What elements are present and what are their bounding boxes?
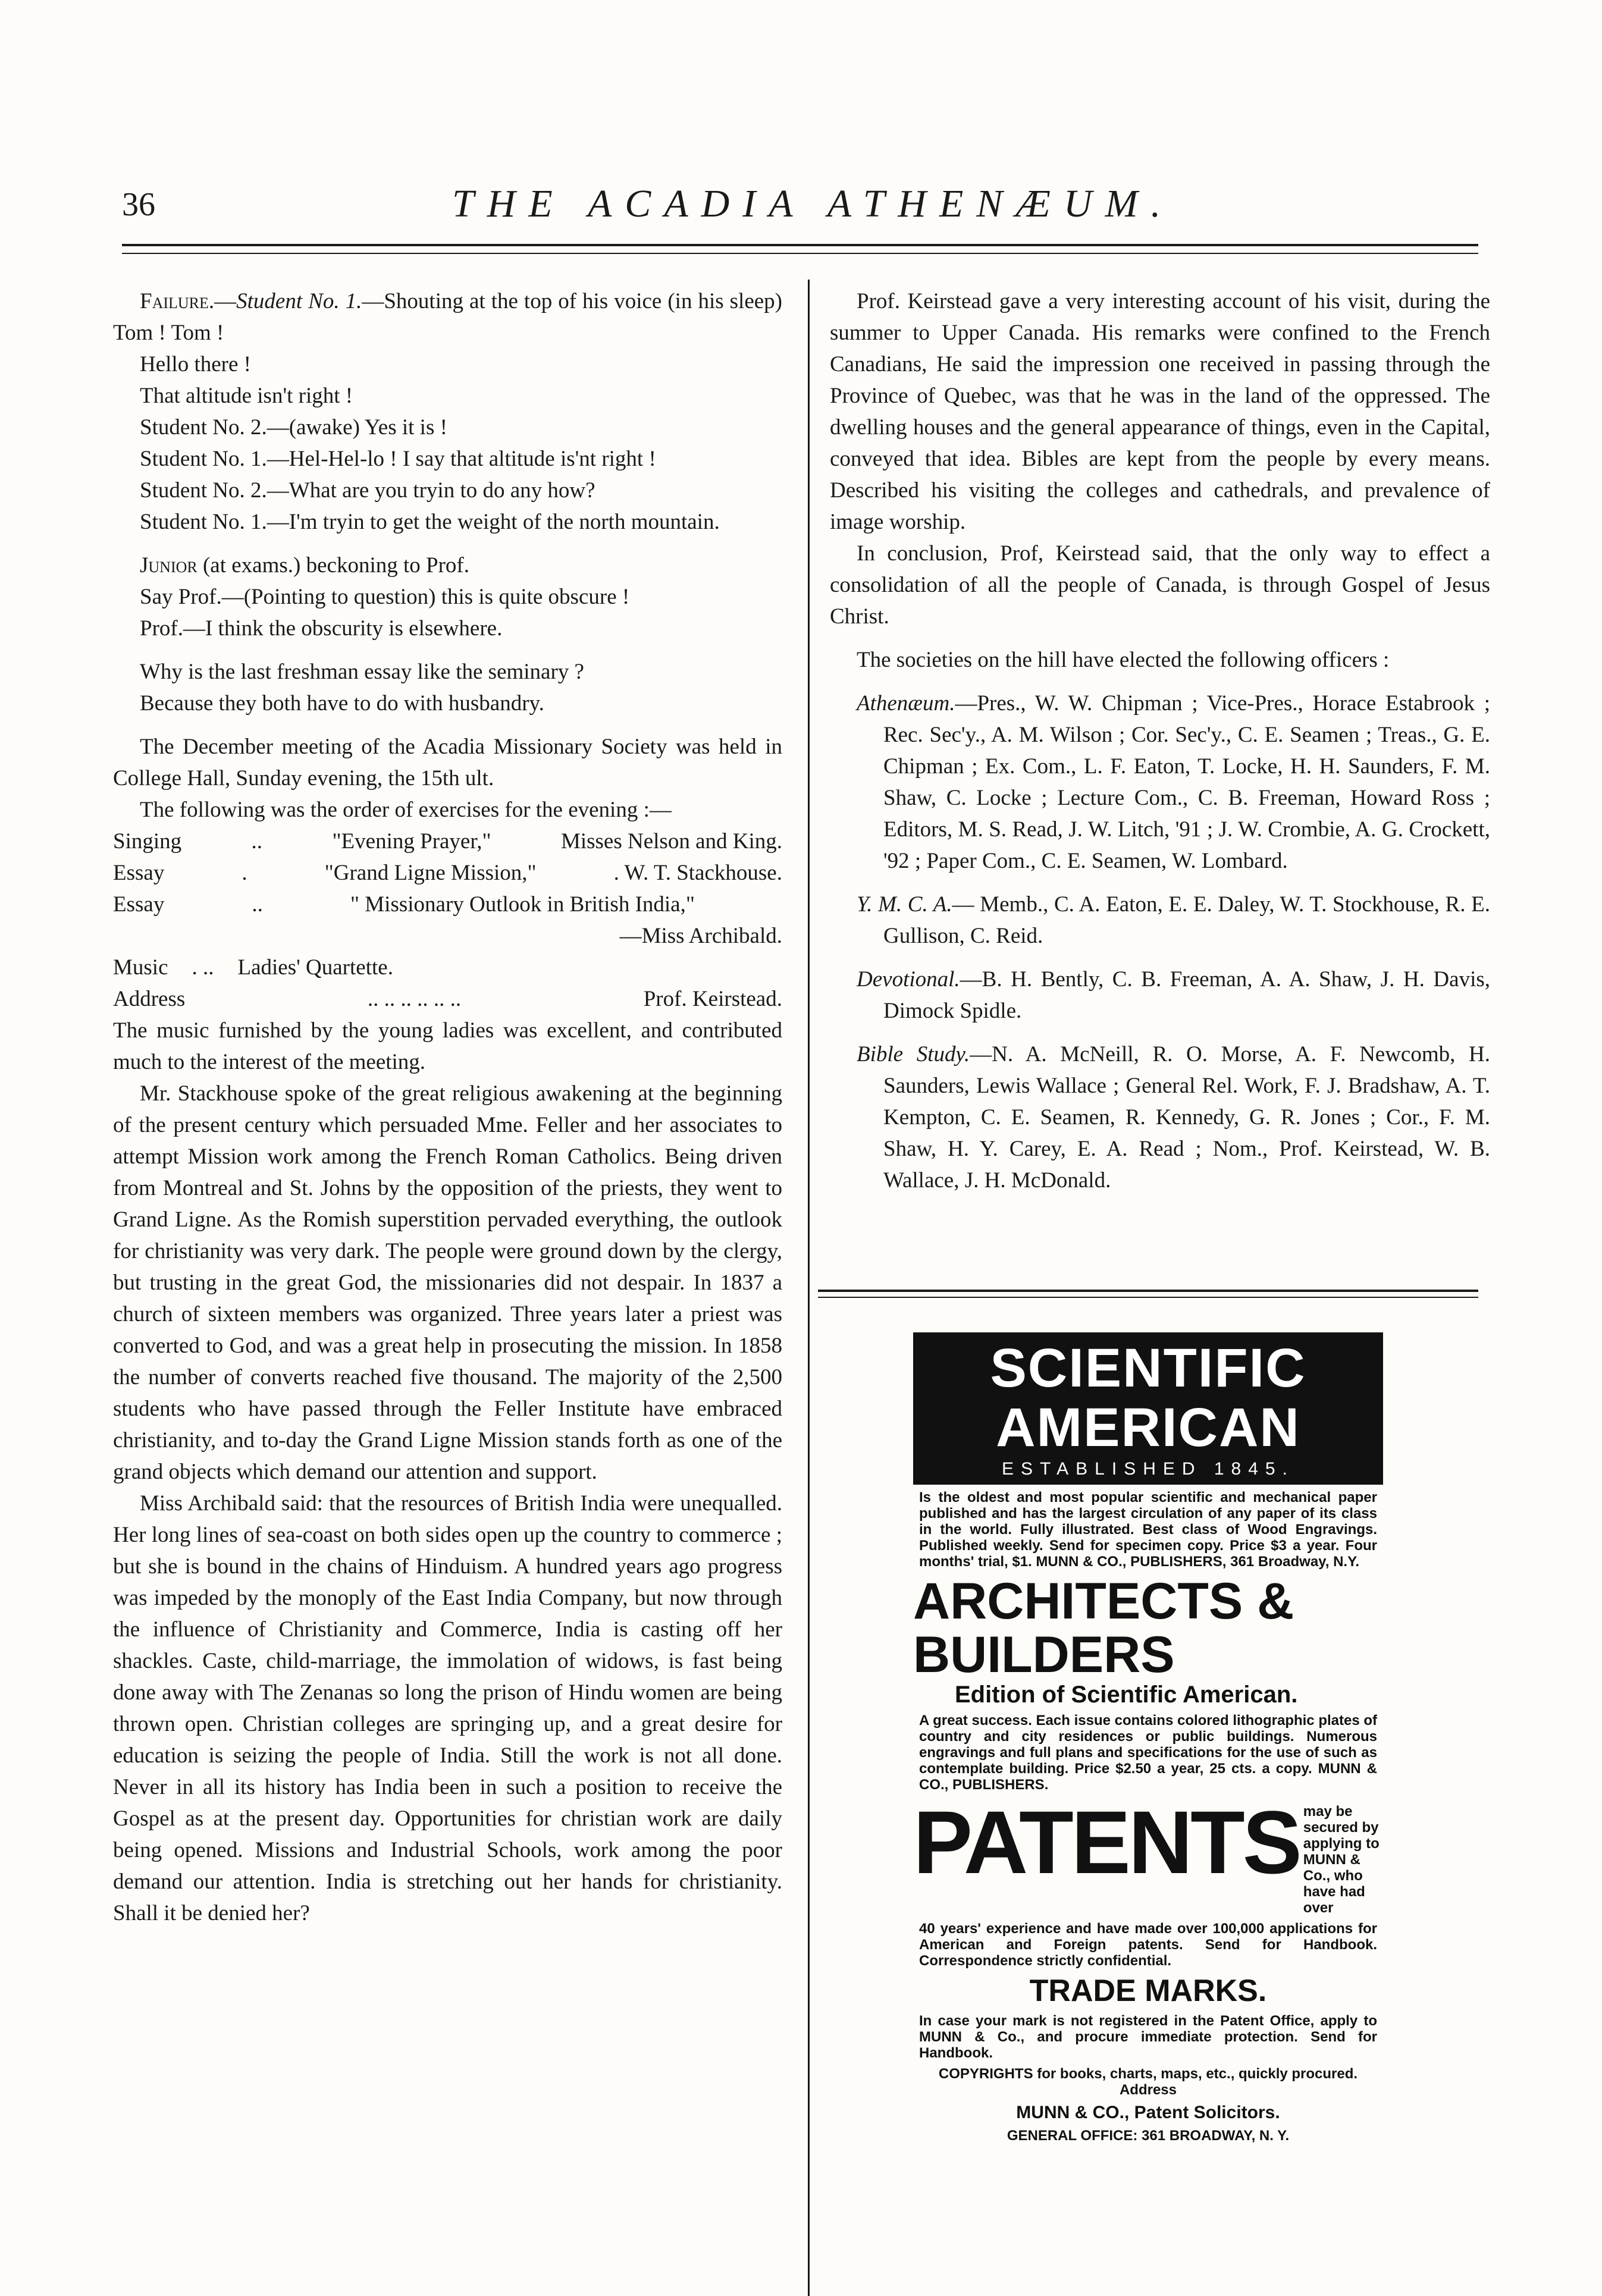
program-sep: .. [252, 892, 263, 917]
society-officers: —B. H. Bently, C. B. Freeman, A. A. Shaw, J. H. Davis, Dimock Spidle. [883, 967, 1490, 1023]
ad-rule-bottom [818, 1297, 1478, 1298]
society-ymca [857, 889, 1490, 952]
right-column [830, 286, 1490, 1196]
societies-intro: The societies on the hill have elected the following officers : [857, 648, 1390, 672]
program-row [113, 826, 782, 857]
program-row [113, 857, 782, 889]
keirstead-paragraph: Prof. Keirstead gave a very interesting account of his visit, during the summer to Upper Canada. His remarks were confined to the French Canadians, He said the impression one received in passing through the Province of Quebec, was that he was in the land of the oppressed. The dwelling houses and the general appearance of things, even in the Capital, conveyed that idea. Bibles are kept from the people by every means. Described his visiting the colleges and cathedrals, and prevalence of image worship. [830, 289, 1490, 534]
riddle-answer: Because they both have to do with husbandry. [140, 691, 544, 716]
program-item: Music [113, 955, 168, 980]
column-divider [808, 280, 810, 2296]
failure-dash: — [214, 289, 237, 313]
general-office: GENERAL OFFICE: 361 BROADWAY, N. Y. [1007, 2128, 1290, 2144]
society-name: Athenæum. [857, 691, 955, 716]
program-sep: .. [251, 829, 263, 854]
program-item: Address [113, 987, 186, 1011]
program-who: Misses Nelson and King. [560, 829, 782, 854]
program-row [113, 983, 782, 1015]
architects-builders-title: ARCHITECTS & BUILDERS [913, 1573, 1294, 1683]
program-detail: " Missionary Outlook in British India," [350, 892, 695, 917]
society-name: Devotional. [857, 967, 960, 992]
page-number: 36 [122, 186, 155, 223]
dialogue [113, 349, 782, 538]
program-detail: "Evening Prayer," [332, 829, 491, 854]
left-column [113, 286, 782, 1929]
program-sep: . .. [192, 955, 214, 980]
program-who: —Miss Archibald. [619, 924, 782, 948]
society-name: Y. M. C. A. [857, 892, 952, 917]
munn-solicitors: MUNN & CO., Patent Solicitors. [1016, 2103, 1280, 2122]
society-name: Bible Study. [857, 1042, 970, 1067]
scientific-american-banner [913, 1332, 1383, 1485]
riddle-question: Why is the last freshman essay like the seminary ? [140, 660, 584, 684]
header-rule-bottom [122, 253, 1478, 254]
advertisements [913, 1332, 1383, 2148]
society-officers: —Pres., W. W. Chipman ; Vice-Pres., Horace Estabrook ; Rec. Sec'y., A. M. Wilson ; Cor. Sec'y., C. E. Seamen ; Treas., G. E. Chipman ; Ex. Com., L. F. Eaton, T. Locke, H. H. Saunders, F. M. Shaw, C. Locke ; Lecture Com., C. B. Freeman, Howard Ross ; Editors, M. S. Read, J. W. Litch, '91 ; J. W. Crombie, A. G. Crockett, '92 ; Paper Com., C. E. Seamen, W. Lombard. [883, 691, 1490, 873]
program-detail: Ladies' Quartette. [237, 955, 393, 980]
dialogue-line: Student No. 1.—I'm tryin to get the weight of the north mountain. [140, 510, 720, 534]
junior-line: Prof.—I think the obscurity is elsewhere. [140, 616, 503, 641]
stackhouse-paragraph: Mr. Stackhouse spoke of the great religious awakening at the beginning of the present century which persuaded Mme. Feller and her associates to attempt Mission work among the French Roman Catholics. Being driven from Montreal and St. Johns by the opposition of the priests, they went to Grand Ligne. As the Romish superstition pervaded everything, the outlook for christianity was very dark. The people were ground down by the clergy, but trusting in the great God, the missionaries did not despair. In 1837 a church of sixteen members was organized. Three years later a priest was converted to God, and was a great help in prosecuting the mission. In 1858 the number of converts reached five thousand. The majority of the 2,500 students who have passed through the Feller Institute have embraced christianity, and to-day the Grand Ligne Mission stands forth as one of the grand objects which demand our attention and support. [113, 1081, 782, 1484]
society-athenaeum [857, 688, 1490, 877]
program-item: Essay [113, 892, 165, 917]
archibald-paragraph: Miss Archibald said: that the resources of British India were unequalled. Her long lines of sea-coast on both sides open up the country to commerce ; but she is bound in the chains of Hinduism. A hundred years ago progress was impeded by the monoply of the East India Company, but now through the influence of Christianity and Commerce, India is casting off her shackles. Caste, child-marriage, the immolation of widows, is fast being done away with The Zenanas so long the prison of Hindu women are being thrown open. Christian colleges are springing up, and a great desire for education is seizing the people of India. Still the work is not all done. Never in all its history has India been in such a position to receive the Gospel as at the present day. Opportunities for christian work are daily being opened. Missions and Industrial Schools, work among the poor demand our attention. India is stretching out her hands for christianity. Shall it be denied her? [113, 1491, 782, 1925]
ad-rule-top [818, 1290, 1478, 1292]
program-row [113, 920, 782, 952]
failure-text: —Shouting at the top of his voice (in his sleep) Tom ! Tom ! [113, 289, 782, 345]
trade-marks-title: TRADE MARKS. [1029, 1974, 1267, 2008]
dialogue-line: Student No. 2.—What are you tryin to do any how? [140, 478, 595, 503]
patents-title: PATENTS [913, 1792, 1300, 1892]
architects-builders-subtitle: Edition of Scientific American. [955, 1682, 1298, 1708]
failure-label: Failure. [140, 289, 215, 313]
publication-title: THE ACADIA ATHENÆUM. [452, 182, 1174, 225]
header-rule-top [122, 244, 1478, 246]
established-label: ESTABLISHED 1845. [1002, 1459, 1294, 1479]
dialogue-line: Hello there ! [140, 352, 251, 377]
program-who: . W. T. Stackhouse. [613, 861, 782, 885]
program-row [113, 952, 782, 983]
patents-text: 40 years' experience and have made over 100,000 applications for American and Foreign patents. Send for Handbook. Correspondence strictly confidential. [919, 1921, 1377, 1969]
junior-line: Say Prof.—(Pointing to question) this is quite obscure ! [140, 585, 630, 609]
program-item: Essay [113, 861, 165, 885]
program-sep: . [242, 861, 247, 885]
program-list [113, 826, 782, 1015]
junior-label: Junior [140, 553, 197, 578]
junior-text: (at exams.) beckoning to Prof. [197, 553, 469, 578]
society-officers: —N. A. McNeill, R. O. Morse, A. F. Newcomb, H. Saunders, Lewis Wallace ; General Rel. Work, F. J. Bradshaw, A. T. Kempton, C. E. Seamen, R. Kennedy, G. R. Jones ; Cor., F. M. Shaw, H. Y. Carey, E. A. Read ; Nom., Prof. Keirstead, W. B. Wallace, J. H. McDonald. [883, 1042, 1490, 1193]
failure-paragraph [113, 286, 782, 349]
patents-side-text: may be secured by applying to MUNN & Co., who have had over [1303, 1803, 1380, 1916]
dialogue-line: Student No. 2.—(awake) Yes it is ! [140, 415, 447, 440]
junior-paragraph [113, 550, 782, 581]
trade-marks-text: In case your mark is not registered in the Patent Office, apply to MUNN & Co., and procure immediate protection. Send for Handbook. [919, 2013, 1377, 2061]
conclusion-paragraph: In conclusion, Prof, Keirstead said, that the only way to effect a consolidation of all the people of Canada, is through Gospel of Jesus Christ. [830, 541, 1490, 629]
scientific-american-title: SCIENTIFIC AMERICAN [990, 1338, 1306, 1458]
program-who: Prof. Keirstead. [643, 987, 782, 1011]
dialogue-line: Student No. 1.—Hel-Hel-lo ! I say that altitude is'nt right ! [140, 447, 656, 471]
patents-block [913, 1792, 1383, 1916]
society-officers: — Memb., C. A. Eaton, E. E. Daley, W. T. Stockhouse, R. E. Gullison, C. Reid. [883, 892, 1490, 948]
society-bible-study [857, 1039, 1490, 1196]
program-item: Singing [113, 829, 182, 854]
program-row [113, 889, 782, 920]
program-sep: .. .. .. .. .. .. [367, 987, 462, 1011]
copyrights-text: COPYRIGHTS for books, charts, maps, etc., quickly procured. Address [938, 2066, 1358, 2098]
student-label: Student No. 1. [236, 289, 362, 313]
scientific-american-text: Is the oldest and most popular scientific and mechanical paper published and has the largest circulation of any paper of its class in the world. Fully illustrated. Best class of Wood Engravings. Published weekly. Send for specimen copy. Price $3 a year. Four months' trial, $1. MUNN & CO., PUBLISHERS, 361 Broadway, N.Y. [919, 1489, 1377, 1570]
order-intro: The following was the order of exercises for the evening :— [140, 798, 672, 822]
society-devotional [857, 964, 1490, 1027]
meeting-paragraph: The December meeting of the Acadia Missionary Society was held in College Hall, Sunday evening, the 15th ult. [113, 735, 782, 791]
music-paragraph: The music furnished by the young ladies was excellent, and contributed much to the interest of the meeting. [113, 1018, 782, 1074]
dialogue-line: That altitude isn't right ! [140, 384, 353, 408]
program-detail: "Grand Ligne Mission," [324, 861, 537, 885]
architects-builders-text: A great success. Each issue contains colored lithographic plates of country and city residences or public buildings. Numerous engravings and full plans and specifications for the use of such as contemplate building. Price $2.50 a year, 25 cts. a copy. MUNN & CO., PUBLISHERS. [919, 1712, 1378, 1793]
